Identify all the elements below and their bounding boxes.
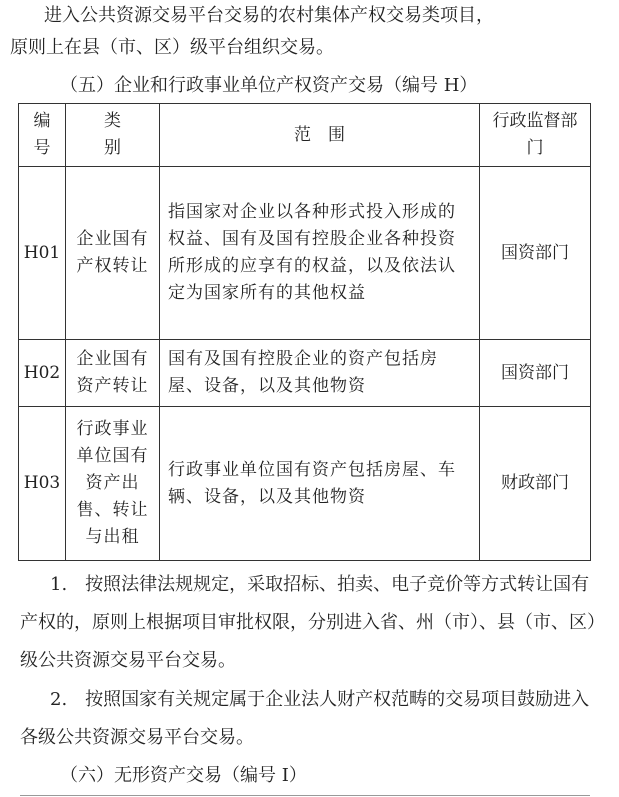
intro-line-1: 进入公共资源交易平台交易的农村集体产权交易类项目， [44, 5, 494, 26]
row-category: 企业国有产权转让 [66, 167, 160, 340]
row-scope: 行政事业单位国有资产包括房屋、车辆、设备，以及其他物资 [160, 407, 480, 561]
row-no: H03 [19, 407, 66, 561]
header-category: 类别 [66, 104, 160, 167]
paragraph-1 [0, 566, 619, 680]
row-no: H01 [19, 167, 66, 340]
table-header-row [19, 104, 591, 167]
row-dept: 财政部门 [480, 407, 591, 561]
row-scope: 国有及国有控股企业的资产包括房屋、设备，以及其他物资 [160, 340, 480, 407]
paragraph-2 [0, 681, 619, 757]
paragraph-2-text: 2. 按照国家有关规定属于企业法人财产权范畴的交易项目鼓励进入各级公共资源交易平台交易。 [20, 689, 590, 748]
row-category: 企业国有资产转让 [66, 340, 160, 407]
intro-line-2: 原则上在县（市、区）级平台组织交易。 [10, 37, 334, 58]
row-dept: 国资部门 [480, 340, 591, 407]
bottom-divider [20, 795, 590, 796]
intro-paragraph [0, 0, 619, 64]
section-6-heading: （六）无形资产交易（编号 I） [60, 765, 307, 786]
row-category: 行政事业单位国有资产出售、转让与出租 [66, 407, 160, 561]
header-no: 编号 [19, 104, 66, 167]
header-dept: 行政监督部门 [480, 104, 591, 167]
row-scope: 指国家对企业以各种形式投入形成的权益、国有及国有控股企业各种投资所形成的应享有的权益，以及依法认定为国家所有的其他权益 [160, 167, 480, 340]
header-scope: 范 围 [160, 104, 480, 167]
table-row [19, 167, 591, 340]
row-no: H02 [19, 340, 66, 407]
row-dept: 国资部门 [480, 167, 591, 340]
paragraph-1-text: 1. 按照法律法规规定，采取招标、拍卖、电子竞价等方式转让国有产权的，原则上根据项目审批权限，分别进入省、州（市）、县（市、区）级公共资源交易平台交易。 [20, 574, 596, 671]
section-5-heading: （五）企业和行政事业单位产权资产交易（编号 H） [60, 75, 478, 96]
table-row [19, 407, 591, 561]
table-row [19, 340, 591, 407]
property-trading-table [18, 103, 591, 561]
